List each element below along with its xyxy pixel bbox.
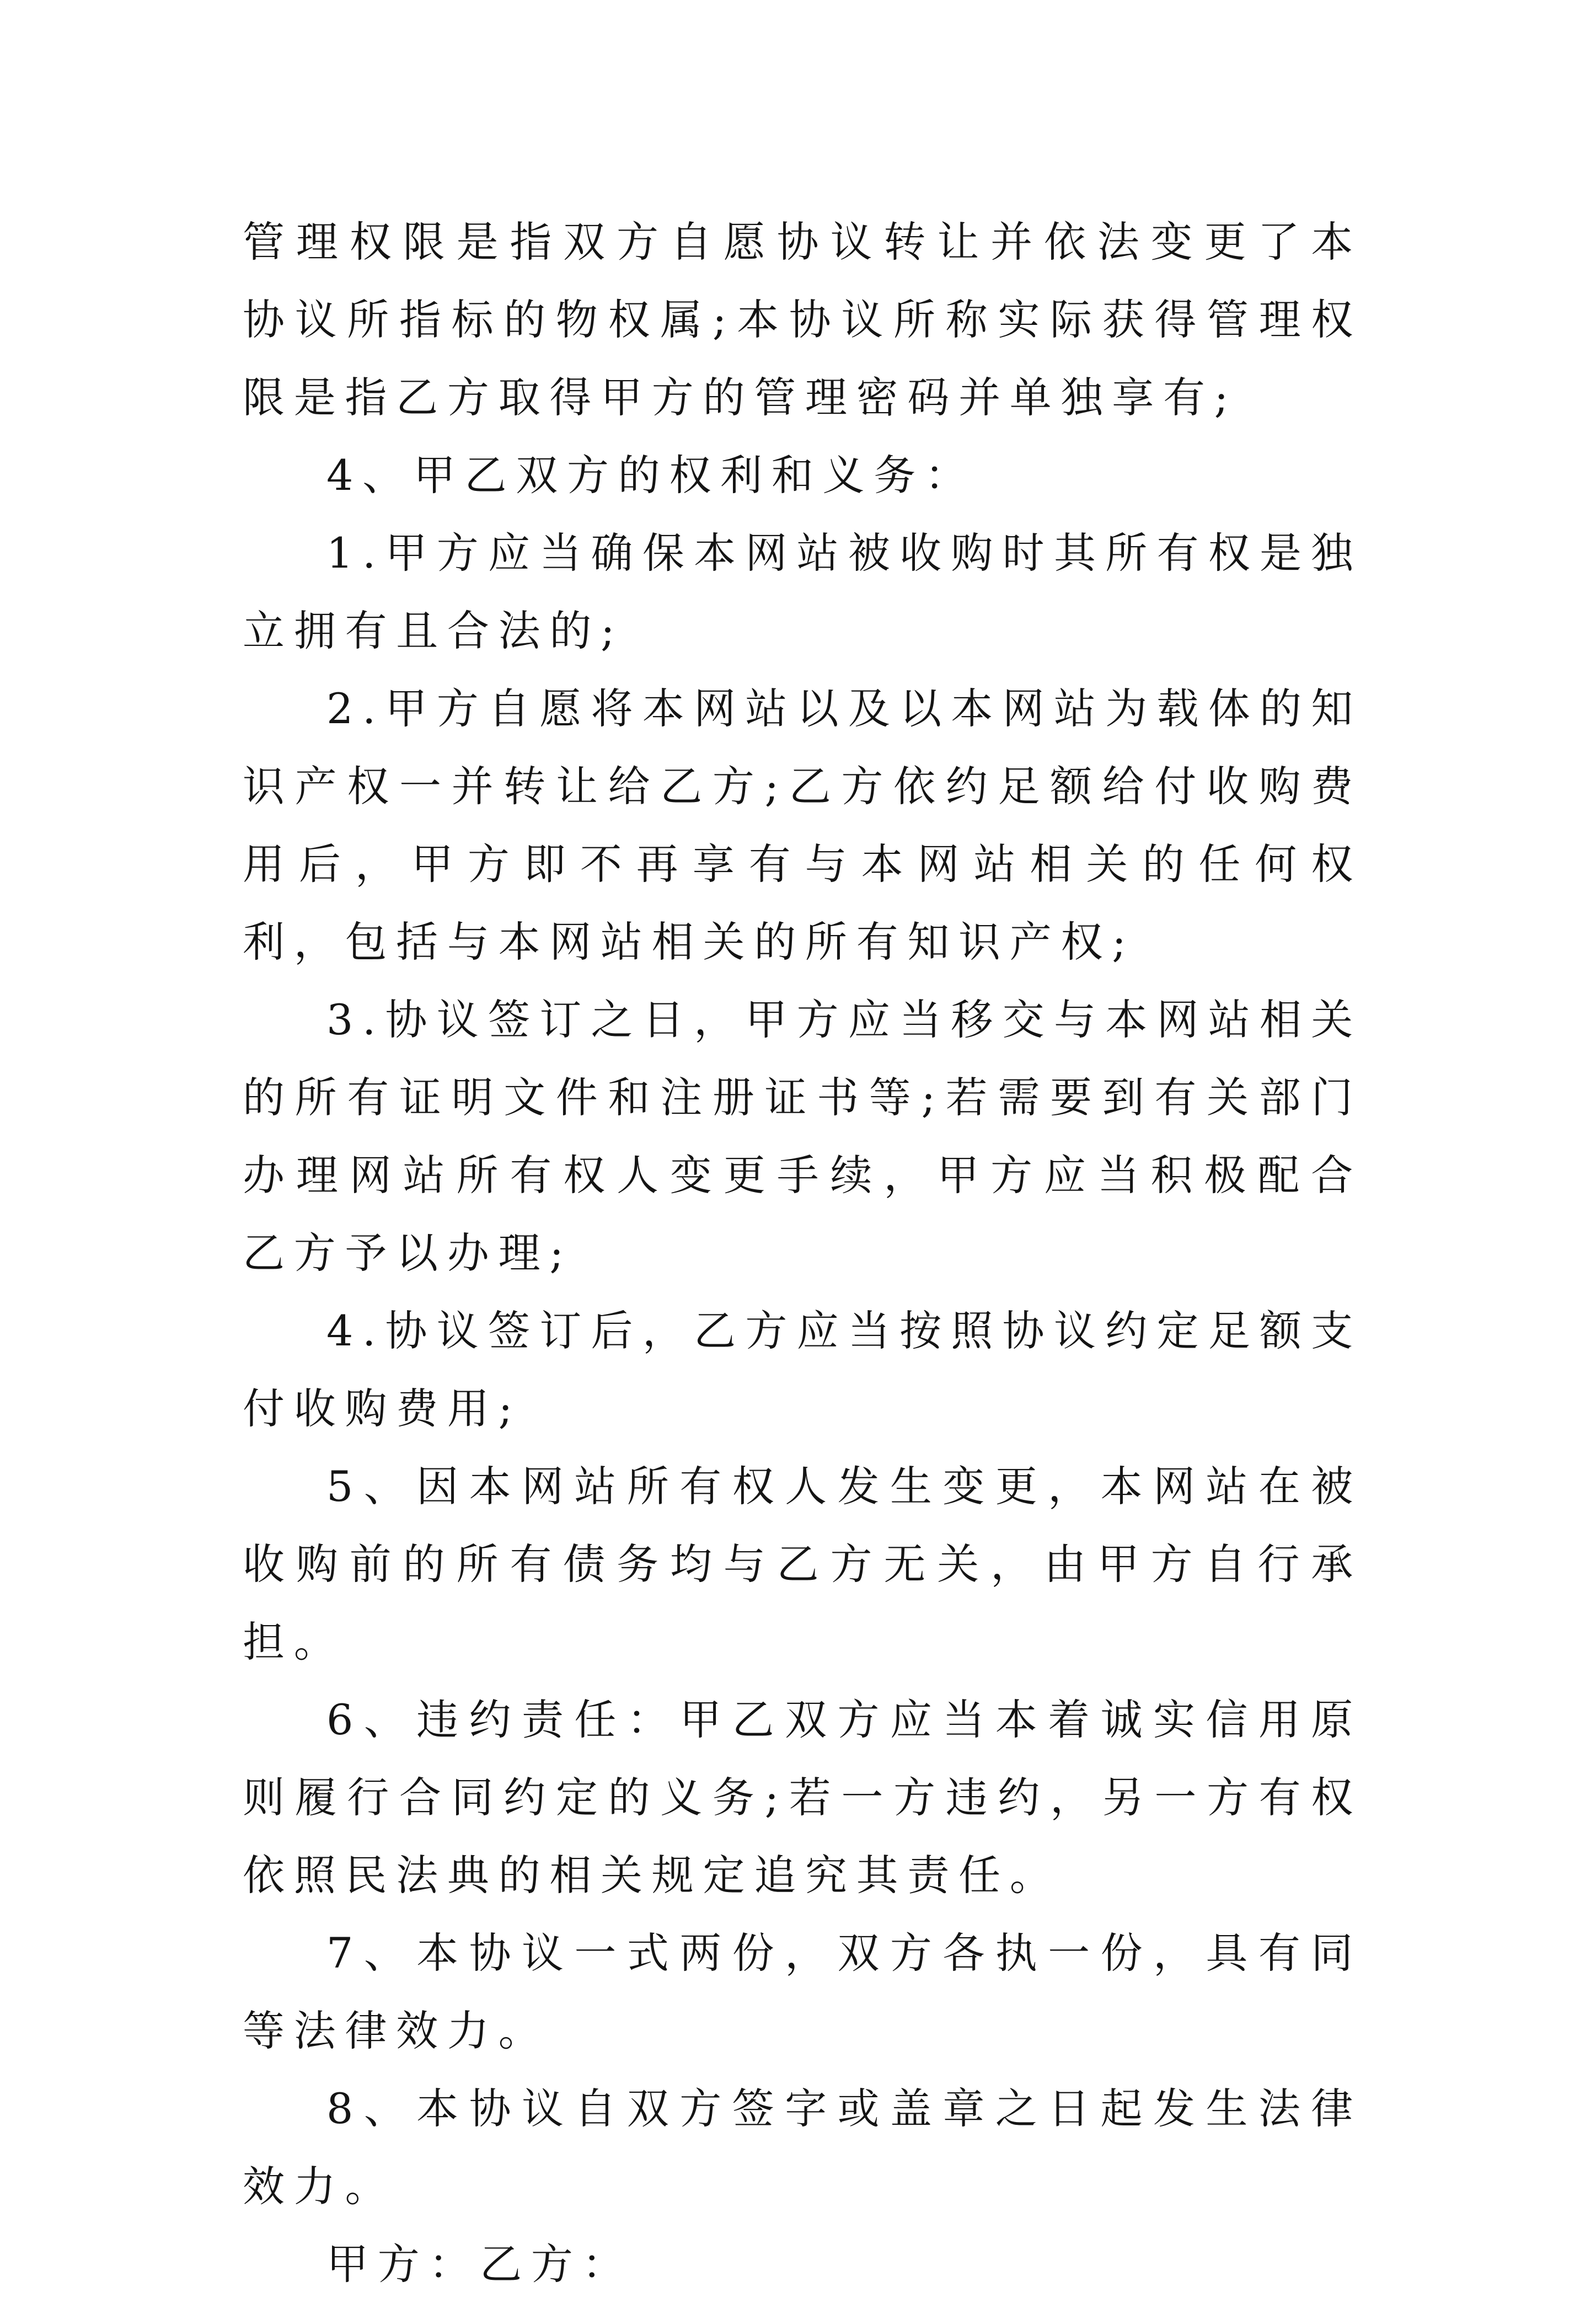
signature-line: 甲方：乙方： [326,2240,634,2289]
paragraph-continuation: 管理权限是指双方自愿协议转让并依法变更了本协议所指标的物权属;本协议所称实际获得管理权限是指乙方取得甲方的管理密码并单独享有; [243,217,1362,422]
document-body [243,203,1362,2303]
paragraph-clause-4-3: 3.协议签订之日，甲方应当移交与本网站相关的所有证明文件和注册证书等;若需要到有关部门办理网站所有权人变更手续，甲方应当积极配合乙方予以办理; [243,995,1362,1278]
paragraph-clause-4-1: 1.甲方应当确保本网站被收购时其所有权是独立拥有且合法的; [243,528,1362,655]
paragraph-section-7: 7、本协议一式两份，双方各执一份，具有同等法律效力。 [243,1928,1362,2055]
paragraph-section-5: 5、因本网站所有权人发生变更，本网站在被收购前的所有债务均与乙方无关，由甲方自行承担。 [243,1462,1362,1666]
paragraph-section-8: 8、本协议自双方签字或盖章之日起发生法律效力。 [243,2084,1362,2211]
paragraph-clause-4-2: 2.甲方自愿将本网站以及以本网站为载体的知识产权一并转让给乙方;乙方依约足额给付收购费用后，甲方即不再享有与本网站相关的任何权利，包括与本网站相关的所有知识产权; [243,684,1362,966]
paragraph-section-6: 6、违约责任：甲乙双方应当本着诚实信用原则履行合同约定的义务;若一方违约，另一方有权依照民法典的相关规定追究其责任。 [243,1695,1362,1900]
paragraph-clause-4-4: 4.协议签订后，乙方应当按照协议约定足额支付收购费用; [243,1306,1362,1433]
paragraph-section-4-heading: 4、甲乙双方的权利和义务： [326,451,976,500]
